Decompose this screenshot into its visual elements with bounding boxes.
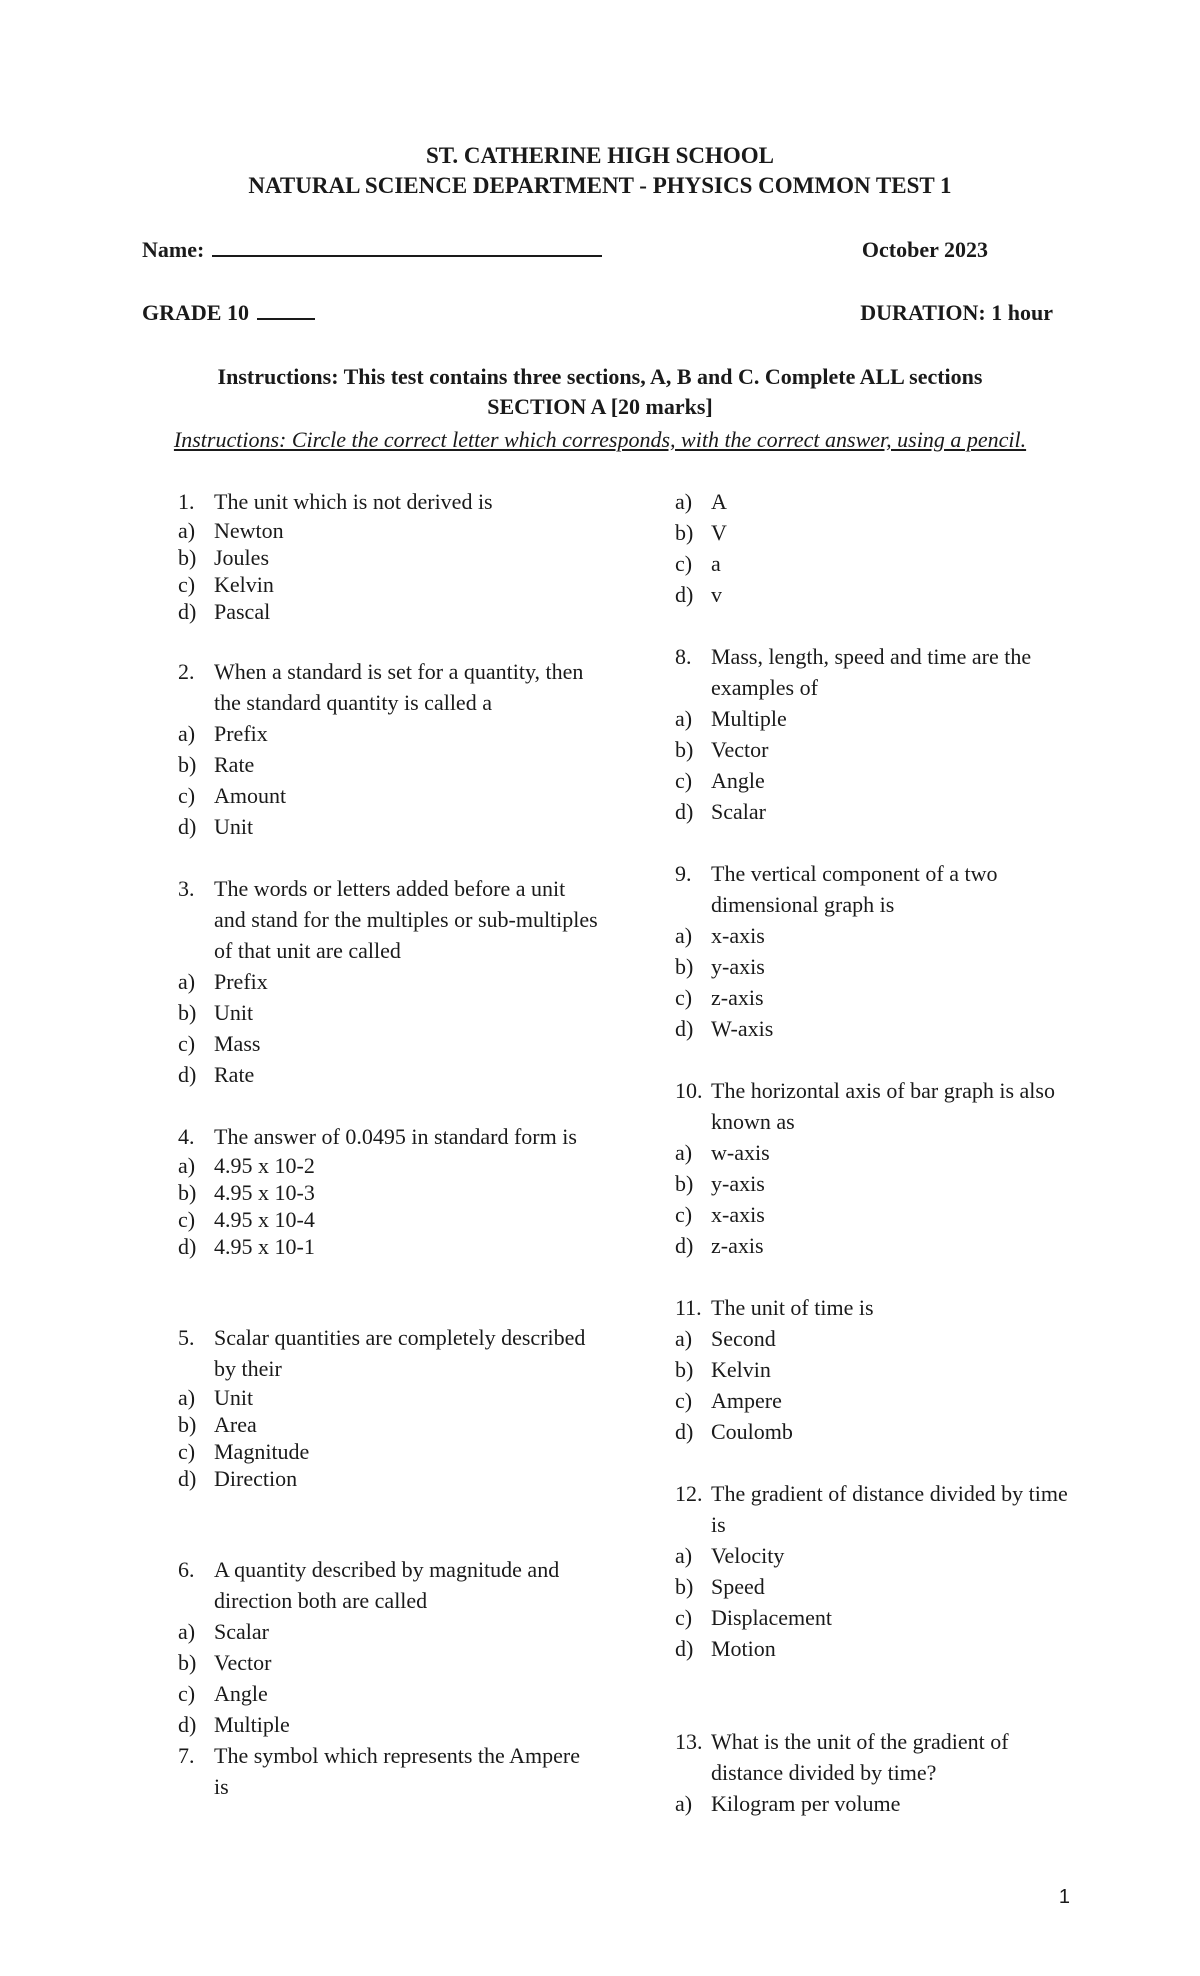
option-text: 4.95 x 10-4	[214, 1207, 315, 1232]
answer-option[interactable]	[675, 796, 1075, 827]
question-stem	[675, 858, 1075, 920]
duration: DURATION: 1 hour	[860, 300, 1053, 325]
answer-option[interactable]	[675, 982, 1075, 1013]
spacer	[178, 625, 598, 656]
option-text: Pascal	[214, 599, 271, 624]
answer-option[interactable]	[178, 1678, 598, 1709]
option-letter: b)	[178, 545, 197, 570]
question-number: 10.	[675, 1078, 703, 1103]
answer-option[interactable]	[675, 1137, 1075, 1168]
question-number: 11.	[675, 1295, 702, 1320]
answer-option[interactable]	[675, 920, 1075, 951]
answer-option[interactable]	[675, 1323, 1075, 1354]
option-letter: a)	[178, 1153, 196, 1178]
question-stem	[178, 1740, 598, 1802]
question-stem	[178, 1322, 598, 1384]
option-letter: a)	[178, 969, 196, 994]
answer-option[interactable]	[178, 1179, 598, 1206]
right-question-list	[675, 641, 1075, 1819]
option-text: Newton	[214, 518, 284, 543]
answer-option[interactable]	[675, 1571, 1075, 1602]
option-text: x-axis	[711, 1202, 765, 1227]
answer-option[interactable]	[178, 1616, 598, 1647]
answer-option[interactable]	[178, 1233, 598, 1260]
option-letter: b)	[675, 737, 694, 762]
answer-option[interactable]	[178, 811, 598, 842]
option-letter: c)	[675, 985, 693, 1010]
question-block	[675, 1075, 1075, 1261]
question-text: Scalar quantities are completely described by their	[214, 1325, 586, 1381]
option-letter: b)	[675, 954, 694, 979]
answer-option[interactable]	[178, 1647, 598, 1678]
spacer	[178, 1260, 598, 1322]
spacer	[675, 610, 1075, 641]
option-text: Kilogram per volume	[711, 1791, 901, 1816]
answer-option[interactable]	[178, 1411, 598, 1438]
option-text: Magnitude	[214, 1439, 310, 1464]
question-stem	[178, 1121, 598, 1152]
question-text: The gradient of distance divided by time is	[711, 1481, 1068, 1537]
answer-option[interactable]	[675, 1540, 1075, 1571]
option-text: Angle	[214, 1681, 268, 1706]
option-letter: b)	[178, 752, 197, 777]
option-text: Kelvin	[214, 572, 274, 597]
answer-option[interactable]	[675, 1354, 1075, 1385]
answer-option[interactable]	[178, 598, 598, 625]
option-letter: d)	[675, 1233, 694, 1258]
option-letter: c)	[675, 1605, 693, 1630]
option-letter: c)	[675, 551, 693, 576]
option-text: w-axis	[711, 1140, 770, 1165]
question-stem	[675, 641, 1075, 703]
question-number: 9.	[675, 861, 692, 886]
page-number: 1	[1058, 1886, 1070, 1908]
answer-option[interactable]	[178, 718, 598, 749]
option-letter: d)	[178, 1466, 197, 1491]
answer-option[interactable]	[178, 1059, 598, 1090]
option-letter: d)	[675, 1016, 694, 1041]
answer-option[interactable]	[675, 1385, 1075, 1416]
option-text: z-axis	[711, 1233, 764, 1258]
answer-option[interactable]	[178, 1465, 598, 1492]
option-letter: d)	[178, 599, 197, 624]
name-field[interactable]	[142, 237, 602, 263]
answer-option[interactable]	[675, 1199, 1075, 1230]
question-block	[675, 858, 1075, 1044]
option-text: Ampere	[711, 1388, 782, 1413]
option-letter: d)	[675, 799, 694, 824]
question-number: 13.	[675, 1729, 703, 1754]
option-letter: b)	[675, 1171, 694, 1196]
answer-option[interactable]	[675, 1602, 1075, 1633]
option-text: a	[711, 551, 721, 576]
spacer	[178, 1090, 598, 1121]
option-text: Angle	[711, 768, 765, 793]
answer-option[interactable]	[675, 579, 1075, 610]
option-text: Rate	[214, 1062, 255, 1087]
question-block	[178, 1121, 598, 1260]
question-text: The symbol which represents the Ampere is	[214, 1743, 580, 1799]
answer-option[interactable]	[178, 1028, 598, 1059]
general-instructions: Instructions: This test contains three sections, A, B and C. Complete ALL sections	[217, 364, 983, 389]
answer-option[interactable]	[178, 517, 598, 544]
answer-option[interactable]	[675, 486, 1075, 517]
question-number: 4.	[178, 1124, 195, 1149]
option-text: Speed	[711, 1574, 765, 1599]
question-stem	[178, 873, 598, 966]
question-block	[178, 1740, 598, 1802]
option-letter: d)	[178, 1234, 197, 1259]
option-letter: a)	[178, 518, 196, 543]
question-text: The words or letters added before a unit and stand for the multiples or sub-multiples of that unit are called	[214, 876, 598, 963]
answer-option[interactable]	[675, 951, 1075, 982]
answer-option[interactable]	[675, 1788, 1075, 1819]
option-letter: d)	[178, 1712, 197, 1737]
answer-option[interactable]	[675, 734, 1075, 765]
question-number: 5.	[178, 1325, 195, 1350]
question-text: Mass, length, speed and time are the examples of	[711, 644, 1032, 700]
answer-option[interactable]	[675, 1230, 1075, 1261]
option-text: A	[711, 489, 727, 514]
grade-label: GRADE 10	[142, 300, 249, 325]
question-block	[178, 1322, 598, 1492]
option-letter: a)	[675, 489, 693, 514]
school-name: ST. CATHERINE HIGH SCHOOL	[425, 143, 775, 168]
option-letter: b)	[178, 1650, 197, 1675]
question-block	[675, 1726, 1075, 1819]
spacer	[675, 1044, 1075, 1075]
question-block	[675, 1292, 1075, 1447]
question-text: The unit which is not derived is	[214, 489, 493, 514]
answer-option[interactable]	[178, 780, 598, 811]
option-text: Unit	[214, 1000, 254, 1025]
option-letter: a)	[675, 1140, 693, 1165]
option-text: Unit	[214, 814, 254, 839]
answer-option[interactable]	[178, 1384, 598, 1411]
spacer	[178, 842, 598, 873]
option-text: Rate	[214, 752, 255, 777]
option-letter: c)	[675, 1202, 693, 1227]
option-text: y-axis	[711, 1171, 765, 1196]
answer-option[interactable]	[675, 765, 1075, 796]
option-letter: b)	[178, 1000, 197, 1025]
name-label: Name:	[142, 237, 205, 262]
option-text: Unit	[214, 1385, 254, 1410]
option-text: W-axis	[711, 1016, 774, 1041]
section-instructions: Instructions: Circle the correct letter which corresponds, with the correct answer, using a pencil.	[173, 427, 1027, 452]
answer-option[interactable]	[178, 997, 598, 1028]
option-text: 4.95 x 10-1	[214, 1234, 315, 1259]
answer-option[interactable]	[178, 966, 598, 997]
section-title: SECTION A [20 marks]	[487, 394, 713, 419]
answer-option[interactable]	[675, 517, 1075, 548]
option-text: Area	[214, 1412, 257, 1437]
option-letter: a)	[675, 706, 693, 731]
option-text: Amount	[214, 783, 287, 808]
option-letter: d)	[675, 582, 694, 607]
option-letter: c)	[178, 1439, 196, 1464]
q7-options	[675, 486, 1075, 610]
spacer	[675, 1447, 1075, 1478]
option-letter: b)	[178, 1180, 197, 1205]
option-text: Velocity	[711, 1543, 785, 1568]
option-text: v	[711, 582, 722, 607]
option-letter: a)	[675, 1543, 693, 1568]
answer-option[interactable]	[675, 1633, 1075, 1664]
question-block	[675, 641, 1075, 827]
option-letter: a)	[178, 1385, 196, 1410]
option-text: Vector	[214, 1650, 272, 1675]
answer-option[interactable]	[178, 1438, 598, 1465]
spacer	[178, 1492, 598, 1554]
grade-blank-line[interactable]	[257, 300, 315, 320]
question-number: 8.	[675, 644, 692, 669]
option-letter: c)	[178, 1207, 196, 1232]
option-letter: c)	[178, 1681, 196, 1706]
question-stem	[675, 1292, 1075, 1323]
question-text: What is the unit of the gradient of distance divided by time?	[711, 1729, 1009, 1785]
question-number: 6.	[178, 1557, 195, 1582]
option-text: Scalar	[214, 1619, 269, 1644]
option-text: 4.95 x 10-2	[214, 1153, 315, 1178]
answer-option[interactable]	[178, 544, 598, 571]
spacer	[675, 827, 1075, 858]
question-block	[178, 873, 598, 1090]
question-text: A quantity described by magnitude and direction both are called	[214, 1557, 560, 1613]
option-letter: a)	[178, 1619, 196, 1644]
option-letter: a)	[178, 721, 196, 746]
option-letter: a)	[675, 1326, 693, 1351]
option-text: x-axis	[711, 923, 765, 948]
option-text: Scalar	[711, 799, 766, 824]
option-letter: b)	[178, 1412, 197, 1437]
option-text: Multiple	[214, 1712, 290, 1737]
option-letter: b)	[675, 1574, 694, 1599]
option-letter: d)	[675, 1419, 694, 1444]
question-stem	[675, 1478, 1075, 1540]
option-letter: a)	[675, 923, 693, 948]
option-letter: b)	[675, 520, 694, 545]
option-text: 4.95 x 10-3	[214, 1180, 315, 1205]
department-title: NATURAL SCIENCE DEPARTMENT - PHYSICS COMMON TEST 1	[248, 173, 952, 198]
option-letter: a)	[675, 1791, 693, 1816]
option-text: Motion	[711, 1636, 776, 1661]
option-text: y-axis	[711, 954, 765, 979]
option-letter: c)	[178, 1031, 196, 1056]
option-text: Coulomb	[711, 1419, 793, 1444]
question-block	[178, 656, 598, 842]
answer-option[interactable]	[178, 749, 598, 780]
answer-option[interactable]	[675, 703, 1075, 734]
answer-option[interactable]	[178, 1206, 598, 1233]
option-text: Second	[711, 1326, 776, 1351]
answer-option[interactable]	[178, 1709, 598, 1740]
question-text: The horizontal axis of bar graph is also known as	[711, 1078, 1055, 1134]
option-text: Prefix	[214, 969, 268, 994]
test-date: October 2023	[861, 237, 988, 262]
grade-field[interactable]	[142, 300, 315, 326]
question-block	[178, 486, 598, 625]
question-stem	[675, 1075, 1075, 1137]
option-letter: d)	[178, 1062, 197, 1087]
answer-option[interactable]	[178, 1152, 598, 1179]
question-number: 3.	[178, 876, 195, 901]
spacer	[675, 1261, 1075, 1292]
question-number: 12.	[675, 1481, 703, 1506]
option-letter: c)	[675, 768, 693, 793]
option-text: V	[711, 520, 727, 545]
left-column	[178, 486, 598, 1802]
option-letter: c)	[178, 572, 196, 597]
question-block	[178, 1554, 598, 1740]
option-text: Mass	[214, 1031, 261, 1056]
question-number: 7.	[178, 1743, 195, 1768]
question-text: The unit of time is	[711, 1295, 874, 1320]
question-stem	[178, 486, 598, 517]
option-text: Kelvin	[711, 1357, 771, 1382]
option-letter: d)	[675, 1636, 694, 1661]
question-text: The answer of 0.0495 in standard form is	[214, 1124, 577, 1149]
option-text: Prefix	[214, 721, 268, 746]
option-letter: b)	[675, 1357, 694, 1382]
answer-option[interactable]	[675, 1013, 1075, 1044]
answer-option[interactable]	[178, 571, 598, 598]
answer-option[interactable]	[675, 548, 1075, 579]
question-number: 2.	[178, 659, 195, 684]
question-block	[675, 1478, 1075, 1664]
option-text: Displacement	[711, 1605, 832, 1630]
option-text: Direction	[214, 1466, 298, 1491]
question-stem	[178, 1554, 598, 1616]
name-blank-line[interactable]	[212, 237, 602, 257]
answer-option[interactable]	[675, 1416, 1075, 1447]
answer-option[interactable]	[675, 1168, 1075, 1199]
question-stem	[675, 1726, 1075, 1788]
spacer	[675, 1664, 1075, 1726]
question-text: When a standard is set for a quantity, then the standard quantity is called a	[214, 659, 584, 715]
question-stem	[178, 656, 598, 718]
question-text: The vertical component of a two dimensional graph is	[711, 861, 998, 917]
option-text: z-axis	[711, 985, 764, 1010]
option-letter: c)	[675, 1388, 693, 1413]
option-letter: d)	[178, 814, 197, 839]
question-number: 1.	[178, 489, 195, 514]
left-question-list	[178, 486, 598, 1802]
option-letter: c)	[178, 783, 196, 808]
right-column	[675, 486, 1075, 1819]
option-text: Vector	[711, 737, 769, 762]
option-text: Joules	[214, 545, 269, 570]
option-text: Multiple	[711, 706, 787, 731]
